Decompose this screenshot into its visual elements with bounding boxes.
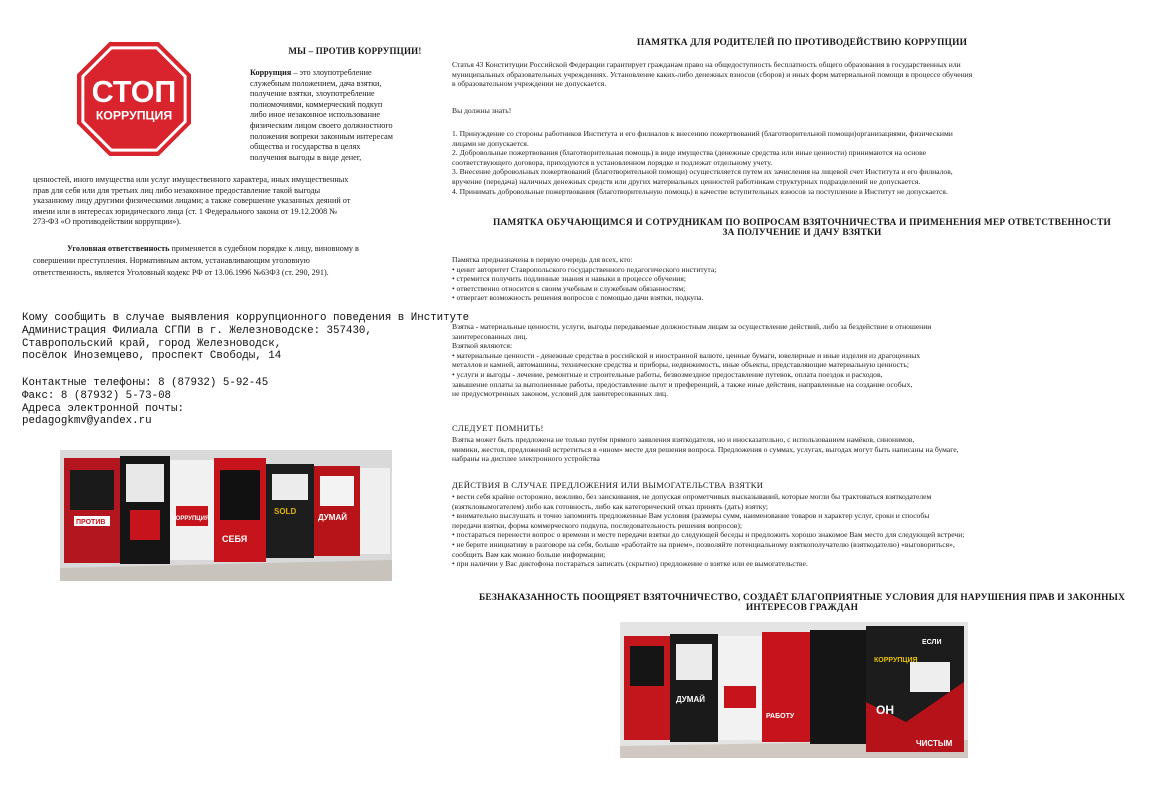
text-line: завышение оплаты за выполненные работы, предоставление льгот и преференций, а также иные действия, направленные на создание особых, (452, 379, 913, 389)
text-line: • ценит авторитет Ставропольского государственного педагогического института; (452, 264, 717, 274)
text-line: • при наличии у Вас диктофона постараться записать (скрытно) предложение о взятке или ее вымогательстве. (452, 559, 808, 569)
text-line: Статья 43 Конституции Российской Федерации гарантирует гражданам право на общедоступность бесплатность общего образования в государственных или (452, 60, 961, 69)
text-line: Взятка может быть предложена не только путём прямого заявления взяткодателя, но и иносказательно, с использованием намёков, синонимов, (452, 435, 915, 444)
text-line: лицами не допускается. (452, 138, 529, 148)
definition-line: – это злоупотребление (293, 68, 372, 77)
text-line: • отвергает возможность решения вопросов с помощью дачи взятки, подкупа. (452, 293, 704, 303)
definition-cont-line: имени или в интересах юридического лица (ст. 1 Федерального закона от 19.12.2008 № (33, 206, 338, 216)
report-info (22, 312, 470, 363)
text-line: мимики, жестов, предложений встретиться в «ином» месте для решения вопроса. Предложения о суммах, услугах, выгодах могут быть написаны на бумаге, (452, 444, 959, 454)
photo-label: ОН (876, 703, 894, 717)
report-line: посёлок Иноземцево, проспект Свободы, 14 (22, 350, 282, 363)
definition-cont-line: 273-ФЗ «О противодействии коррупции»). (33, 217, 182, 227)
text-line: в образовательном учреждении не допускается. (452, 79, 607, 89)
actions-list (452, 492, 1152, 569)
definition-line: либо иное незаконное использование (250, 110, 380, 120)
criminal-line: совершении преступления. Нормативным актом, устанавливающим уголовную (33, 255, 310, 265)
must-know-list (452, 129, 1152, 196)
definition-line: полномочиями, коммерческий подкуп (250, 99, 383, 109)
title-line: ЗА ПОЛУЧЕНИЕ И ДАЧУ ВЗЯТКИ (722, 228, 882, 238)
parents-memo-title: ПАМЯТКА ДЛЯ РОДИТЕЛЕЙ ПО ПРОТИВОДЕЙСТВИЮ КОРРУПЦИИ (636, 38, 968, 48)
email-address: pedagogkmv@yandex.ru (22, 415, 152, 428)
text-line: 3. Внесение добровольных пожертвований (благотворительной помощи) осуществляется путем их зачисления на лицевой счет Института и его филиалов, (452, 167, 953, 177)
report-line: Ставропольский край, город Железноводск, (22, 337, 282, 350)
definition-line: получение взятки, злоупотребление (250, 89, 375, 99)
text-line: • постараться перенести вопрос о времени и месте передачи взятки до следующей беседы и предложить хорошо знакомое Вам место для следующей встречи; (452, 530, 965, 540)
definition-cont-line: прав для себя или для третьих лиц либо незаконное предоставление такой выгоды (33, 185, 321, 195)
text-line: (взяткловымогателем) либо как готовность, либо как категорический отказ принять (дать) взятку; (452, 501, 769, 511)
definition-cont-line: ценностей, иного имущества или услуг имущественного характера, иных имущественных (33, 175, 349, 184)
text-line: • услуги и выгоды - лечение, ремонтные и строительные работы, безвозмездное предоставление путевок, оплата поездок и расходов, (452, 369, 883, 379)
impunity-title (452, 593, 1152, 613)
text-line: не предусмотренных законом, условий для заинтересованных лиц. (452, 389, 669, 399)
text-line: 4. Принимать добровольные пожертвования (благотворительную помощь) в качестве вступительных взносов за поступление в Институт не допускается. (452, 186, 948, 196)
definition-line: получения выгоды в виде денег, (250, 152, 362, 162)
title-line: ИНТЕРЕСОВ ГРАЖДАН (745, 603, 859, 613)
text-line: Взяткой являются: (452, 341, 513, 351)
photo-label: ЕСЛИ (922, 639, 942, 646)
bribe-definition (452, 322, 1152, 399)
title-line: БЕЗНАКАЗАННОСТЬ ПООЩРЯЕТ ВЗЯТОЧНИЧЕСТВО, СОЗДАЁТ БЛАГОПРИЯТНЫЕ УСЛОВИЯ ДЛЯ НАРУШЕНИЯ ПРАВ И ЗАКОННЫХ (478, 593, 1126, 603)
definition-line: служебным положением, дача взятки, (250, 78, 382, 88)
text-line: Памятка предназначена в первую очередь для всех, кто: (452, 255, 633, 264)
definition-line: физическим лицом своего должностного (250, 120, 393, 130)
report-line: Кому сообщить в случае выявления коррупционного поведения в Институте (22, 312, 470, 324)
report-line: Администрация Филиала СГПИ в г. Железноводске: 357430, (22, 324, 372, 337)
definition-continuation (33, 175, 437, 228)
text-line: 2. Добровольные пожертвования (благотворительная помощь) в виде имущества (денежные средства или иные ценности) принимаются на основе (452, 148, 927, 158)
criminal-term: Уголовная ответственность (67, 244, 170, 253)
anti-corruption-posters-photo (60, 450, 392, 581)
definition-term: Коррупция (250, 68, 292, 77)
text-line: • материальные ценности - денежные средства в российской и иностранной валюте, ценные бумаги, ювелирные и иные изделия из драгоценных (452, 350, 921, 360)
memo-purpose (452, 255, 1152, 303)
left-heading: МЫ – ПРОТИВ КОРРУПЦИИ! (288, 46, 422, 56)
definition-cont-line: указанному лицу другими физическими лицами; а также совершение указанных деяний от (33, 196, 351, 206)
text-line: металлов и камней, автомашины, технические средства и приборы, недвижимость, иные объекты, представляющие материальную ценность; (452, 360, 909, 370)
stop-sign-subword: КОРРУПЦИЯ (95, 108, 173, 123)
remember-heading: СЛЕДУЕТ ПОМНИТЬ! (452, 423, 544, 433)
photo-label: КОРРУПЦИЯ (874, 657, 918, 664)
text-line: вручение (передача) наличных денежных средств или других материальных ценностей работникам структурных подразделений не допускается. (452, 176, 921, 186)
title-line: ПАМЯТКА ОБУЧАЮЩИМСЯ И СОТРУДНИКАМ ПО ВОПРОСАМ ВЗЯТОЧНИЧЕСТВА И ПРИМЕНЕНИЯ МЕР ОТВЕТСТВЕННОСТИ (492, 218, 1112, 228)
text-line: передачи взятки, форма коммерческого подкупа, последовательность решения вопросов); (452, 520, 743, 530)
text-line: набраны на дисплее электронного устройства (452, 454, 600, 464)
text-line: • не берите инициативу в разговоре на себя, больше «работайте на прием», позволяйте потенциальному взяткополучателю (взяткодателю) «выговориться», (452, 539, 955, 549)
text-line: • внимательно выслушать и точно запомнить предложенные Вам условия (размеры сумм, наименование товаров и характер услуг, сроки и способы (452, 511, 930, 521)
text-line: сообщить Вам как можно больше информации; (452, 549, 606, 559)
text-line: заинтересованных лиц. (452, 331, 528, 341)
text-line: • стремится получить подлинные знания и навыки в процессе обучения; (452, 274, 686, 284)
text-line: Взятка - материальные ценности, услуги, выгоды передаваемые должностным лицам за осуществление действий, либо за бездействие в отношении (452, 322, 932, 331)
students-memo-title (452, 218, 1152, 238)
anti-corruption-posters-photo-2 (620, 622, 968, 758)
remember-text (452, 435, 1152, 464)
contact-info (22, 377, 452, 428)
phone-line: Контактные телефоны: 8 (87932) 5-92-45 (22, 377, 269, 389)
text-line: соответствующего договора, приходуются в установленном порядке и подлежат отдельному учету. (452, 157, 773, 167)
text-line: муниципальных образовательных учреждениях. Установление каких-либо денежных взносов (сборов) и иных форм материальной помощи в процессе обучения (452, 69, 973, 79)
actions-heading: ДЕЙСТВИЯ В СЛУЧАЕ ПРЕДЛОЖЕНИЯ ИЛИ ВЫМОГАТЕЛЬСТВА ВЗЯТКИ (452, 480, 764, 490)
email-label: Адреса электронной почты: (22, 402, 184, 415)
criminal-line: ответственность, является Уголовный кодекс РФ от 13.06.1996 №63ФЗ (ст. 290, 291). (33, 267, 329, 277)
text-line: • вести себя крайне осторожно, вежливо, без заискивания, не допуская опрометчивых высказываний, которые могли бы трактоваться взяткодателем (452, 492, 932, 501)
stop-corruption-sign (75, 40, 193, 158)
fax-line: Факс: 8 (87932) 5-73-08 (22, 389, 172, 402)
photo-label: ДУМАЙ (318, 513, 347, 522)
photo-label: СЕБЯ (222, 534, 248, 544)
photo-label: ДУМАЙ (676, 695, 705, 704)
photo-label: КОРРУПЦИЯ (172, 516, 210, 522)
text-line: 1. Принуждение со стороны работников Института и его филиалов к внесению пожертвований (благотворительной помощи)организациями, физическими (452, 129, 953, 138)
parents-memo-text (452, 60, 1152, 89)
photo-label: ЧИСТЫМ (916, 739, 953, 748)
criminal-liability (33, 243, 437, 278)
definition-line: положения вопреки законным интересам (250, 131, 393, 141)
photo-label: ПРОТИВ (76, 519, 106, 526)
text-line: • ответственно относится к своим учебным и служебным обязанностям; (452, 283, 686, 293)
criminal-text: применяется в судебном порядке к лицу, виновному в (169, 244, 359, 253)
must-know-heading: Вы должны знать! (452, 106, 512, 115)
stop-sign-word: СТОП (91, 74, 177, 109)
photo-label: РАБОТУ (766, 713, 795, 720)
corruption-definition (250, 68, 436, 163)
definition-line: общества и государства в целях (250, 142, 361, 152)
photo-label: SOLD (274, 507, 297, 516)
